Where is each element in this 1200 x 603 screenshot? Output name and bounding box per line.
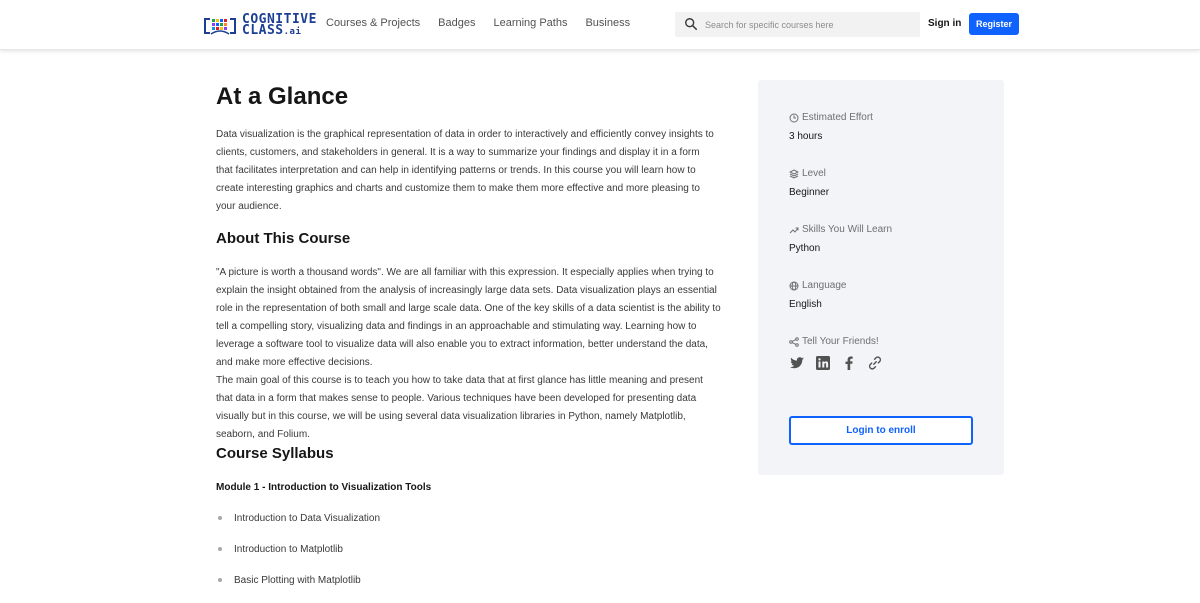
effort-value: 3 hours bbox=[789, 131, 823, 142]
globe-icon bbox=[789, 281, 799, 291]
link-icon[interactable] bbox=[867, 355, 883, 371]
effort-field bbox=[789, 112, 873, 142]
main-content bbox=[216, 80, 726, 112]
top-navigation-bar bbox=[0, 0, 1200, 50]
social-links bbox=[789, 355, 883, 371]
page-title: At a Glance bbox=[216, 83, 349, 110]
list-item bbox=[216, 541, 380, 572]
share-label: Tell Your Friends! bbox=[802, 336, 879, 347]
syllabus-item-label: Introduction to Data Visualization bbox=[234, 513, 381, 524]
clock-icon bbox=[789, 113, 799, 123]
level-value: Beginner bbox=[789, 187, 830, 198]
login-to-enroll-button[interactable]: Login to enroll bbox=[789, 416, 973, 445]
about-heading: About This Course bbox=[216, 230, 351, 247]
logo-line-2: CLASS bbox=[242, 23, 284, 38]
list-item bbox=[216, 572, 380, 603]
logo-mark-icon bbox=[202, 14, 238, 38]
logo-line-1: COGNITIVE bbox=[242, 12, 317, 27]
search-icon bbox=[684, 17, 698, 31]
nav-courses-projects[interactable]: Courses & Projects bbox=[326, 17, 421, 29]
nav-business[interactable]: Business bbox=[585, 17, 631, 29]
search-input[interactable] bbox=[705, 12, 915, 37]
twitter-icon[interactable] bbox=[789, 355, 805, 371]
about-text bbox=[216, 264, 721, 444]
syllabus-item-label: Basic Plotting with Matplotlib bbox=[234, 575, 361, 586]
skills-label: Skills You Will Learn bbox=[802, 224, 893, 235]
trend-up-icon bbox=[789, 225, 799, 235]
bullet-icon bbox=[218, 547, 222, 551]
list-item bbox=[216, 510, 380, 541]
course-info-sidebar bbox=[758, 80, 1004, 475]
logo-suffix: .ai bbox=[283, 27, 302, 37]
bullet-icon bbox=[218, 578, 222, 582]
facebook-icon[interactable] bbox=[841, 355, 857, 371]
nav-badges[interactable]: Badges bbox=[438, 17, 476, 29]
level-label: Level bbox=[802, 168, 826, 179]
main-nav bbox=[326, 17, 648, 29]
about-paragraph-1: "A picture is worth a thousand words". We are all familiar with this expression. It especially applies when trying to explain the insight obtained from the analysis of increasingly large data sets. Data visualization plays an essential role in the representation of both small and large scale data. One of the key skills of a data scientist is the ability to tell a compelling story, visualizing data and findings in an approachable and stimulating way. Learning how to leverage a software tool to visualize data will also enable you to extract information, better understand the data, and make more effective decisions. bbox=[216, 267, 721, 368]
intro-paragraph: Data visualization is the graphical representation of data in order to interactively and efficiently convey insights to clients, customers, and stakeholders in general. It is a way to summarize your findings and display it in a form that facilitates interpretation and can help in identifying patterns or trends. In this course you will learn how to create interesting graphics and charts and customize them to make them more effective and more pleasing to your audience. bbox=[216, 129, 714, 212]
about-paragraph-2: The main goal of this course is to teach you how to take data that at first glance has little meaning and present that data in a form that makes sense to people. Various techniques have been developed for presenting data visually but in this course, we will be using several data visualization libraries in Python, namely Matplotlib, seaborn, and Folium. bbox=[216, 375, 703, 440]
level-field bbox=[789, 168, 829, 198]
layers-icon bbox=[789, 169, 799, 179]
register-button[interactable]: Register bbox=[969, 13, 1019, 35]
module-title: Module 1 - Introduction to Visualization Tools bbox=[216, 482, 432, 493]
logo-wordmark bbox=[242, 14, 317, 38]
share-icon bbox=[789, 337, 799, 347]
search-box bbox=[675, 12, 920, 37]
language-field bbox=[789, 280, 847, 310]
linkedin-icon[interactable] bbox=[815, 355, 831, 371]
nav-learning-paths[interactable]: Learning Paths bbox=[493, 17, 568, 29]
language-label: Language bbox=[802, 280, 847, 291]
bullet-icon bbox=[218, 516, 222, 520]
skills-field bbox=[789, 224, 892, 254]
sign-in-link[interactable]: Sign in bbox=[928, 18, 962, 29]
cognitive-class-logo[interactable] bbox=[202, 13, 317, 39]
syllabus-list bbox=[216, 510, 380, 603]
share-field bbox=[789, 336, 883, 371]
effort-label: Estimated Effort bbox=[802, 112, 873, 123]
language-value: English bbox=[789, 299, 822, 310]
syllabus-heading: Course Syllabus bbox=[216, 445, 334, 462]
syllabus-item-label: Introduction to Matplotlib bbox=[234, 544, 343, 555]
skills-value: Python bbox=[789, 243, 821, 254]
